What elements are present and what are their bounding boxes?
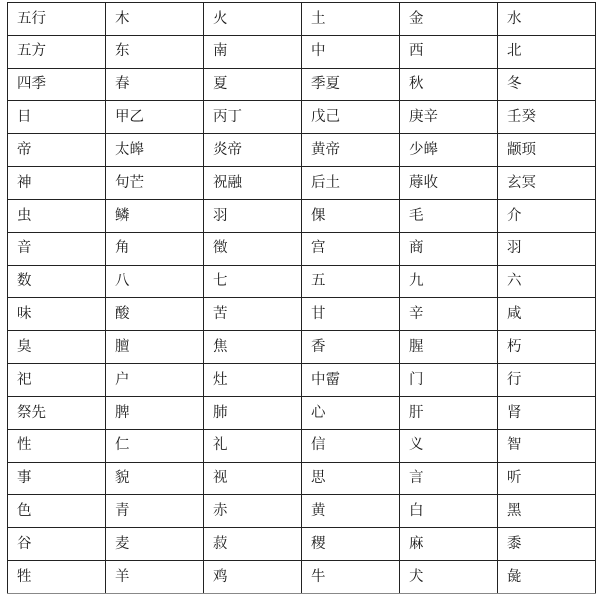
table-cell: 脾	[106, 396, 204, 429]
table-cell: 八	[106, 265, 204, 298]
table-cell: 壬癸	[498, 101, 596, 134]
table-cell: 秋	[400, 68, 498, 101]
table-cell: 中霤	[302, 364, 400, 397]
table-cell: 丙丁	[204, 101, 302, 134]
table-cell: 少皞	[400, 134, 498, 167]
table-cell: 宫	[302, 232, 400, 265]
table-cell: 东	[106, 35, 204, 68]
table-row	[8, 134, 596, 167]
table-cell: 仁	[106, 429, 204, 462]
table-cell: 稷	[302, 528, 400, 561]
table-cell: 后土	[302, 167, 400, 200]
table-cell: 木	[106, 3, 204, 36]
table-cell: 句芒	[106, 167, 204, 200]
table-row	[8, 232, 596, 265]
table-row	[8, 528, 596, 561]
row-label-cell: 神	[8, 167, 106, 200]
table-cell: 羽	[498, 232, 596, 265]
row-label-cell: 味	[8, 298, 106, 331]
table-cell: 朽	[498, 331, 596, 364]
table-cell: 焦	[204, 331, 302, 364]
table-cell: 灶	[204, 364, 302, 397]
table-cell: 麦	[106, 528, 204, 561]
table-cell: 麻	[400, 528, 498, 561]
table-cell: 太皞	[106, 134, 204, 167]
table-cell: 腥	[400, 331, 498, 364]
table-cell: 户	[106, 364, 204, 397]
table-cell: 季夏	[302, 68, 400, 101]
table-cell: 心	[302, 396, 400, 429]
table-cell: 角	[106, 232, 204, 265]
table-cell: 牛	[302, 561, 400, 594]
table-cell: 冬	[498, 68, 596, 101]
table-cell: 白	[400, 495, 498, 528]
row-label-cell: 五方	[8, 35, 106, 68]
table-cell: 庚辛	[400, 101, 498, 134]
table-cell: 春	[106, 68, 204, 101]
table-row	[8, 167, 596, 200]
table-cell: 九	[400, 265, 498, 298]
table-cell: 貌	[106, 462, 204, 495]
correspondence-table	[7, 2, 596, 594]
table-cell: 黑	[498, 495, 596, 528]
table-cell: 七	[204, 265, 302, 298]
table-row	[8, 462, 596, 495]
table-cell: 门	[400, 364, 498, 397]
table-cell: 彘	[498, 561, 596, 594]
row-label-cell: 数	[8, 265, 106, 298]
row-label-cell: 谷	[8, 528, 106, 561]
row-label-cell: 臭	[8, 331, 106, 364]
table-cell: 西	[400, 35, 498, 68]
table-cell: 倮	[302, 199, 400, 232]
table-row	[8, 561, 596, 594]
table-cell: 苦	[204, 298, 302, 331]
table-cell: 玄冥	[498, 167, 596, 200]
row-label-cell: 性	[8, 429, 106, 462]
table-cell: 毛	[400, 199, 498, 232]
table-row	[8, 396, 596, 429]
table-cell: 炎帝	[204, 134, 302, 167]
table-cell: 香	[302, 331, 400, 364]
table-cell: 羽	[204, 199, 302, 232]
table-cell: 犬	[400, 561, 498, 594]
table-cell: 菽	[204, 528, 302, 561]
table-cell: 甘	[302, 298, 400, 331]
table-row	[8, 364, 596, 397]
row-label-cell: 日	[8, 101, 106, 134]
table-cell: 智	[498, 429, 596, 462]
table-cell: 甲乙	[106, 101, 204, 134]
table-cell: 土	[302, 3, 400, 36]
table-cell: 信	[302, 429, 400, 462]
table-cell: 祝融	[204, 167, 302, 200]
table-row	[8, 35, 596, 68]
table-row	[8, 68, 596, 101]
table-row	[8, 199, 596, 232]
table-cell: 辛	[400, 298, 498, 331]
table-cell: 介	[498, 199, 596, 232]
table-cell: 义	[400, 429, 498, 462]
table-cell: 南	[204, 35, 302, 68]
table-cell: 水	[498, 3, 596, 36]
table-cell: 肾	[498, 396, 596, 429]
table-cell: 酸	[106, 298, 204, 331]
table-cell: 五	[302, 265, 400, 298]
table-cell: 视	[204, 462, 302, 495]
row-label-cell: 五行	[8, 3, 106, 36]
table-cell: 黄帝	[302, 134, 400, 167]
table-cell: 夏	[204, 68, 302, 101]
table-cell: 六	[498, 265, 596, 298]
table-cell: 行	[498, 364, 596, 397]
table-cell: 金	[400, 3, 498, 36]
table-cell: 听	[498, 462, 596, 495]
table-cell: 肝	[400, 396, 498, 429]
row-label-cell: 牲	[8, 561, 106, 594]
row-label-cell: 祀	[8, 364, 106, 397]
table-row	[8, 101, 596, 134]
table-cell: 肺	[204, 396, 302, 429]
table-cell: 鳞	[106, 199, 204, 232]
table-cell: 黍	[498, 528, 596, 561]
table-cell: 黄	[302, 495, 400, 528]
row-label-cell: 祭先	[8, 396, 106, 429]
table-row	[8, 265, 596, 298]
table-body	[8, 3, 596, 594]
table-cell: 膻	[106, 331, 204, 364]
table-cell: 商	[400, 232, 498, 265]
row-label-cell: 音	[8, 232, 106, 265]
row-label-cell: 色	[8, 495, 106, 528]
table-row	[8, 429, 596, 462]
table-cell: 戊己	[302, 101, 400, 134]
table-cell: 咸	[498, 298, 596, 331]
table-cell: 北	[498, 35, 596, 68]
table-cell: 鸡	[204, 561, 302, 594]
row-label-cell: 帝	[8, 134, 106, 167]
table-row	[8, 331, 596, 364]
table-cell: 中	[302, 35, 400, 68]
table-cell: 羊	[106, 561, 204, 594]
row-label-cell: 事	[8, 462, 106, 495]
row-label-cell: 四季	[8, 68, 106, 101]
table-row	[8, 3, 596, 36]
table-cell: 赤	[204, 495, 302, 528]
table-cell: 思	[302, 462, 400, 495]
table-cell: 火	[204, 3, 302, 36]
table-row	[8, 495, 596, 528]
row-label-cell: 虫	[8, 199, 106, 232]
table-row	[8, 298, 596, 331]
table-cell: 颛顼	[498, 134, 596, 167]
table-cell: 礼	[204, 429, 302, 462]
table-cell: 徵	[204, 232, 302, 265]
table-cell: 言	[400, 462, 498, 495]
table-cell: 蓐收	[400, 167, 498, 200]
table-cell: 青	[106, 495, 204, 528]
